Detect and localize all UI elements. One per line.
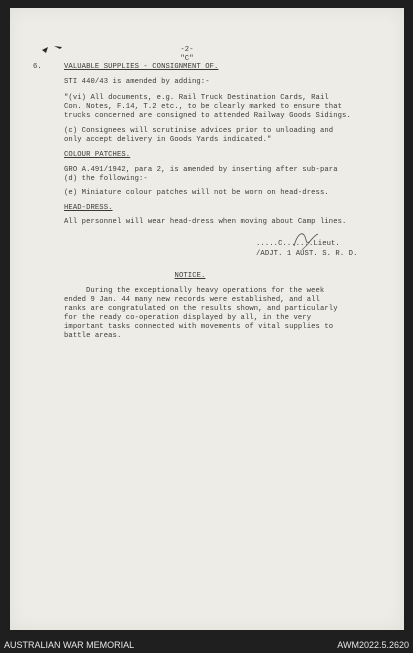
item-number: 6. [33,63,42,71]
notice-line-2: ended 9 Jan. 44 many new records were established, and all [64,296,320,304]
footer-institution: AUSTRALIAN WAR MEMORIAL [4,640,135,650]
page-number-text: -2- [180,46,194,54]
section-heading-valuable-supplies: VALUABLE SUPPLIES - CONSIGNMENT OF. [64,63,219,71]
para-vi-line-2: Con. Notes, F.14, T.2 etc., to be clearly marked to ensure that [64,103,343,111]
gro-line-1: GRO A.491/1942, para 2, is amended by inserting after sub-para [64,166,338,174]
section-heading-colour-patches: COLOUR PATCHES. [64,151,131,159]
notice-line-6: battle areas. [64,332,122,340]
notice-line-5: important tasks connected with movements of vital supplies to [64,323,334,331]
head-dress-text: All personnel will wear head-dress when moving about Camp lines. [64,218,347,226]
notice-line-3: ranks are congratulated on the results shown, and particularly [64,305,338,313]
notice-line-4: for the ready co-operation displayed by all, in the very [64,314,312,322]
signature-title: /ADJT. 1 AUST. S. R. D. [256,250,358,258]
para-c-line-2: only accept delivery in Goods Yards indicated." [64,136,272,144]
para-vi-line-1: "(vi) All documents, e.g. Rail Truck Destination Cards, Rail [64,94,329,102]
signature-line: .....C.......Lieut. [256,240,340,248]
section-letter: "C" [180,55,194,63]
para-c-line-1: (c) Consignees will scrutinise advices prior to unloading and [64,127,334,135]
para-vi-line-3: trucks concerned are consigned to attended Railway Goods Sidings. [64,112,351,120]
footer-bar [0,639,413,653]
sti-amendment-line: STI 440/43 is amended by adding:- [64,78,210,86]
notice-heading: NOTICE. [174,272,206,280]
footer-accession-number: AWM2022.5.2620 [337,640,409,650]
para-e-line: (e) Miniature colour patches will not be worn on head-dress. [64,189,329,197]
gro-line-2: (d) the following:- [64,175,148,183]
ink-mark-icon [40,42,70,56]
notice-line-1: During the exceptionally heavy operations for the week [86,287,325,295]
section-heading-head-dress: HEAD-DRESS. [64,204,113,212]
